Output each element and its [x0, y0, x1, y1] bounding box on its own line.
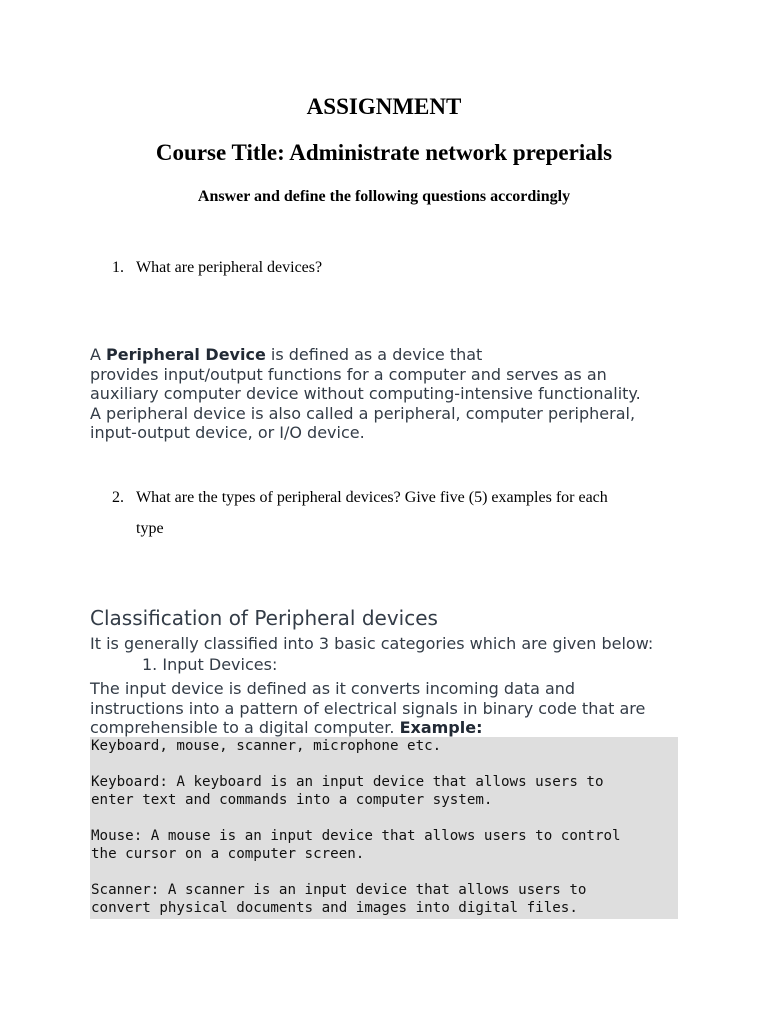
- question-2-text-line-1: What are the types of peripheral devices? Give five (5) examples for each: [136, 489, 608, 506]
- answer-1-line-4: A peripheral device is also called a peripheral, computer peripheral,: [90, 403, 636, 423]
- peripheral-device-term: Peripheral Device: [106, 345, 266, 364]
- code-line: Keyboard, mouse, scanner, microphone etc.: [91, 738, 442, 754]
- answer-1-paragraph: [90, 345, 680, 443]
- input-devices-label: Input Devices: [162, 655, 272, 674]
- answer-1-line-1: A Peripheral Device is defined as a device that: [90, 345, 483, 364]
- example-label: Example:: [399, 718, 483, 737]
- document-title: ASSIGNMENT: [306, 94, 462, 119]
- input-device-line-2: instructions into a pattern of electrical signals in binary code that are: [90, 698, 646, 718]
- code-line: the cursor on a computer screen.: [91, 846, 365, 862]
- code-text: [90, 737, 678, 917]
- instruction-text: Answer and define the following questions accordingly: [197, 188, 571, 205]
- code-line: convert physical documents and images into digital files.: [91, 900, 578, 916]
- input-device-paragraph: [90, 679, 680, 738]
- code-line: Scanner: A scanner is an input device that allows users to: [91, 882, 587, 898]
- code-block: [90, 737, 678, 919]
- list-item-input-devices: 1. Input Devices:: [142, 655, 278, 674]
- classification-intro: It is generally classified into 3 basic categories which are given below:: [90, 634, 654, 653]
- question-2-text-line-2: type: [136, 520, 164, 537]
- course-title: Course Title: Administrate network preperials: [155, 140, 613, 165]
- input-device-line-1: The input device is defined as it converts incoming data and: [90, 679, 576, 698]
- code-line: Mouse: A mouse is an input device that allows users to control: [91, 828, 621, 844]
- question-1-number: 1.: [112, 259, 124, 276]
- answer-1-line-3: auxiliary computer device without computing-intensive functionality.: [90, 384, 641, 403]
- question-1: [112, 252, 672, 283]
- question-1-text: What are peripheral devices?: [136, 259, 323, 276]
- answer-1-line-5: input-output device, or I/O device.: [90, 423, 365, 442]
- question-2: [112, 482, 672, 544]
- answer-1-line-2: provides input/output functions for a computer and serves as an: [90, 364, 607, 384]
- code-line: enter text and commands into a computer system.: [91, 792, 493, 808]
- input-device-line-3: comprehensible to a digital computer. Example:: [90, 718, 483, 737]
- question-2-number: 2.: [112, 489, 124, 506]
- classification-heading: Classification of Peripheral devices: [90, 606, 438, 630]
- code-line: Keyboard: A keyboard is an input device that allows users to: [91, 774, 604, 790]
